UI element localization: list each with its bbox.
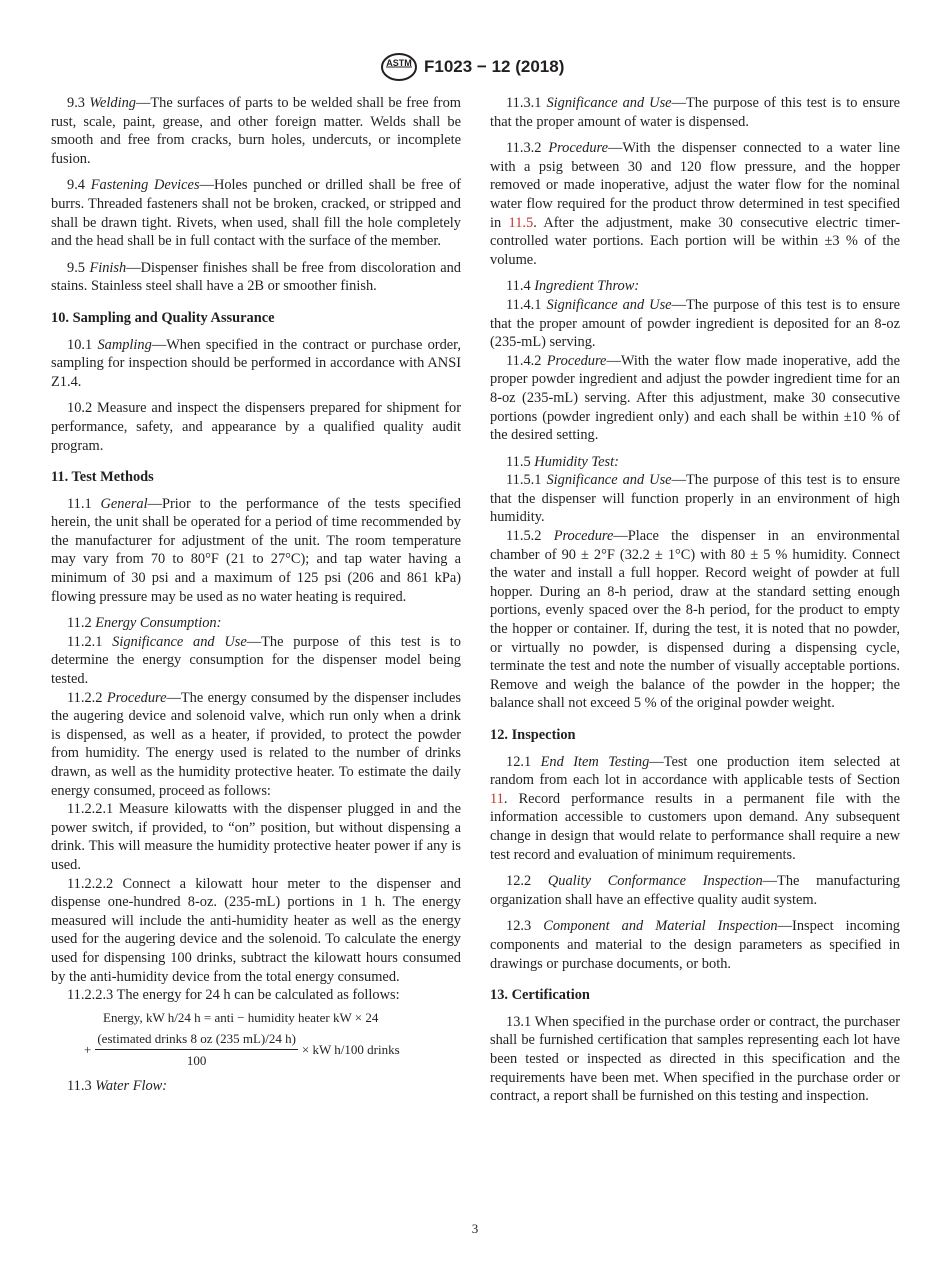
- section-11-3-2: 11.3.2 Procedure—With the dispenser connected to a water line with a psig between 30 and 120 flow pressure, and the hopper removed or made inoperative, adjust the water flow for the nominal water flow required for the product throw determined in test specified in 11.5. After the adjustment, make 30 consecutive electric timer-controlled water portions. Each portion will be within ±3 % of the volume.: [490, 140, 900, 268]
- right-column: [490, 94, 900, 1106]
- section-11-2-2-3: 11.2.2.3 The energy for 24 h can be calculated as follows:: [67, 987, 400, 1004]
- section-11-2-2-1: 11.2.2.1 Measure kilowatts with the dispenser plugged in and the power switch, if provided, to “on” position, but without dispensing a drink. This will measure the humidity protective heater power if any is used.: [51, 801, 461, 873]
- section-11-2: 11.2 Energy Consumption:: [67, 615, 222, 632]
- section-10-1: 10.1 Sampling—When specified in the contract or purchase order, sampling for inspection should be performed in accordance with ANSI Z1.4.: [51, 336, 461, 390]
- formula-line-2: [51, 1030, 461, 1069]
- page-number: 3: [471, 1221, 479, 1236]
- section-11-5-2: 11.5.2 Procedure—Place the dispenser in an environmental chamber of 90 ± 2°F (32.2 ± 1°C) with 80 ± 5 % humidity. Connect the water and install a full hopper. Record weight of powder at full hopper. During an 8-h period, draw at the standard setting enough portions, evenly spaced over the 8-h period, for the product to empty the hopper or container. If, during the test, it is noted that no powder, or virtually no powder, is dispensed during a dispensing cycle, terminate the test and note the number of visually acceptable portions. Remove and weigh the balance of the powder in the hopper; the balance shall not exceed 5 % of the original powder weight.: [490, 528, 900, 712]
- section-12-1: 12.1 End Item Testing—Test one production item selected at random from each lot in accordance with applicable tests of Section 11. Record performance results in a permanent file with the information accessible to customers upon demand. Any subsequent change in design that would relate to performance shall require a new test record and evaluation of minimum requirements.: [490, 753, 900, 863]
- left-column: [51, 94, 461, 1095]
- section-11-3: 11.3 Water Flow:: [67, 1077, 168, 1094]
- section-11-5: 11.5 Humidity Test:: [506, 453, 619, 470]
- section-11-4-1: 11.4.1 Significance and Use—The purpose of this test is to ensure that the proper amount of powder ingredient is deposited for an 8-oz (235-mL) serving.: [490, 296, 901, 351]
- section-13-1: 13.1 When specified in the purchase order or contract, the purchaser shall be furnished certification that samples representing each lot have been tested or inspected as directed in this specification and the requirements have been met. When specified in the purchase order or contract, a report shall be furnished on this testing and inspection.: [490, 1013, 900, 1105]
- svg-text:ASTM: ASTM: [386, 58, 412, 68]
- section-11-2-1: 11.2.1 Significance and Use—The purpose of this test is to determine the energy consumption for the dispenser model being tested.: [51, 633, 461, 688]
- section-9-4: 9.4 Fastening Devices—Holes punched or drilled shall be free of burrs. Threaded fasteners shall not be broken, cracked, or stripped and shall be drawn tight. Rivets, when used, shall fill the hole completely and the head shall be in full contact with the surface of the member.: [51, 177, 461, 250]
- formula-numerator: (estimated drinks 8 oz (235 mL)/24 h): [95, 1030, 298, 1050]
- link-section-11[interactable]: 11: [490, 790, 504, 807]
- heading-section-13: 13. Certification: [490, 987, 590, 1004]
- formula-fraction: [95, 1030, 298, 1069]
- section-10-2: 10.2 Measure and inspect the dispensers prepared for shipment for performance, safety, and appearance by a qualified quality audit program.: [51, 400, 461, 454]
- link-section-11-5[interactable]: 11.5: [508, 214, 534, 231]
- section-11-3-1: 11.3.1 Significance and Use—The purpose of this test is to ensure that the proper amount of water is dispensed.: [490, 95, 901, 130]
- page-header: [0, 52, 950, 84]
- section-11-1: 11.1 General—Prior to the performance of the tests specified herein, the unit shall be operated for a period of time recommended by the manufacturer for adjustment of the unit. The room temperature may vary from 70 to 80°F (21 to 27°C); and tap water having a minimum of 30 psi and a maximum of 125 psi (206 and 861 kPa) flowing pressure may be used as no water heating is required.: [51, 495, 462, 605]
- formula-tail: × kW h/100 drinks: [301, 1041, 400, 1057]
- section-12-3: 12.3 Component and Material Inspection—Inspect incoming components and material to the design parameters as specified in drawings or purchase documents, or both.: [490, 918, 900, 972]
- section-9-5: 9.5 Finish—Dispenser finishes shall be free from discoloration and stains. Stainless steel shall have a 2B or smoother finish.: [51, 259, 461, 295]
- section-11-4-2: 11.4.2 Procedure—With the water flow made inoperative, add the proper powder ingredient and adjust the powder ingredient time for an 8-oz (235-mL) serving. After this adjustment, make 30 consecutive portions (powder ingredient only) and each shall be within ±10 % of the desired setting.: [490, 352, 900, 444]
- formula-line-1: Energy, kW h/24 h = anti − humidity heater kW × 24: [103, 1009, 379, 1025]
- formula-denominator: 100: [186, 1052, 207, 1068]
- section-9-3: 9.3 Welding—The surfaces of parts to be welded shall be free from rust, scale, paint, grease, and other foreign matter. Welds shall be smooth and free from cracks, burn holes, undercuts, or incomplete fusion.: [51, 95, 461, 167]
- section-11-2-2: 11.2.2 Procedure—The energy consumed by the dispenser includes the augering device and solenoid valve, which run only when a drink is dispensed, as well as a heater, if provided, to protect the powder from humidity. The energy used is related to the number of drinks drawn, as well as the humidity protective heater. To estimate the daily energy consumed, proceed as follows:: [51, 689, 461, 799]
- heading-section-11: 11. Test Methods: [51, 469, 154, 486]
- heading-section-12: 12. Inspection: [490, 727, 576, 743]
- section-11-2-2-2: 11.2.2.2 Connect a kilowatt hour meter to the dispenser and dispense one-hundred 8-oz. (235-mL) portions in 1 h. The energy measured will include the anti-humidity heater as well as the energy used for the augering device and the solenoid. To calculate the energy used for dispensing 100 drinks, subtract the kilowatt hours consumed by the anti-humidity device from the total energy consumed.: [51, 875, 461, 985]
- section-11-4: 11.4 Ingredient Throw:: [506, 278, 640, 295]
- formula-plus: +: [84, 1041, 92, 1057]
- section-11-5-1: 11.5.1 Significance and Use—The purpose of this test is to ensure that the dispenser will function properly in an environment of high humidity.: [490, 472, 901, 526]
- document-designation: F1023 − 12 (2018): [424, 57, 565, 76]
- section-12-2: 12.2 Quality Conformance Inspection—The manufacturing organization shall have an effective quality audit system.: [490, 873, 901, 908]
- heading-section-10: 10. Sampling and Quality Assurance: [51, 309, 275, 326]
- energy-formula: [51, 1009, 461, 1069]
- astm-logo-icon: [380, 52, 418, 82]
